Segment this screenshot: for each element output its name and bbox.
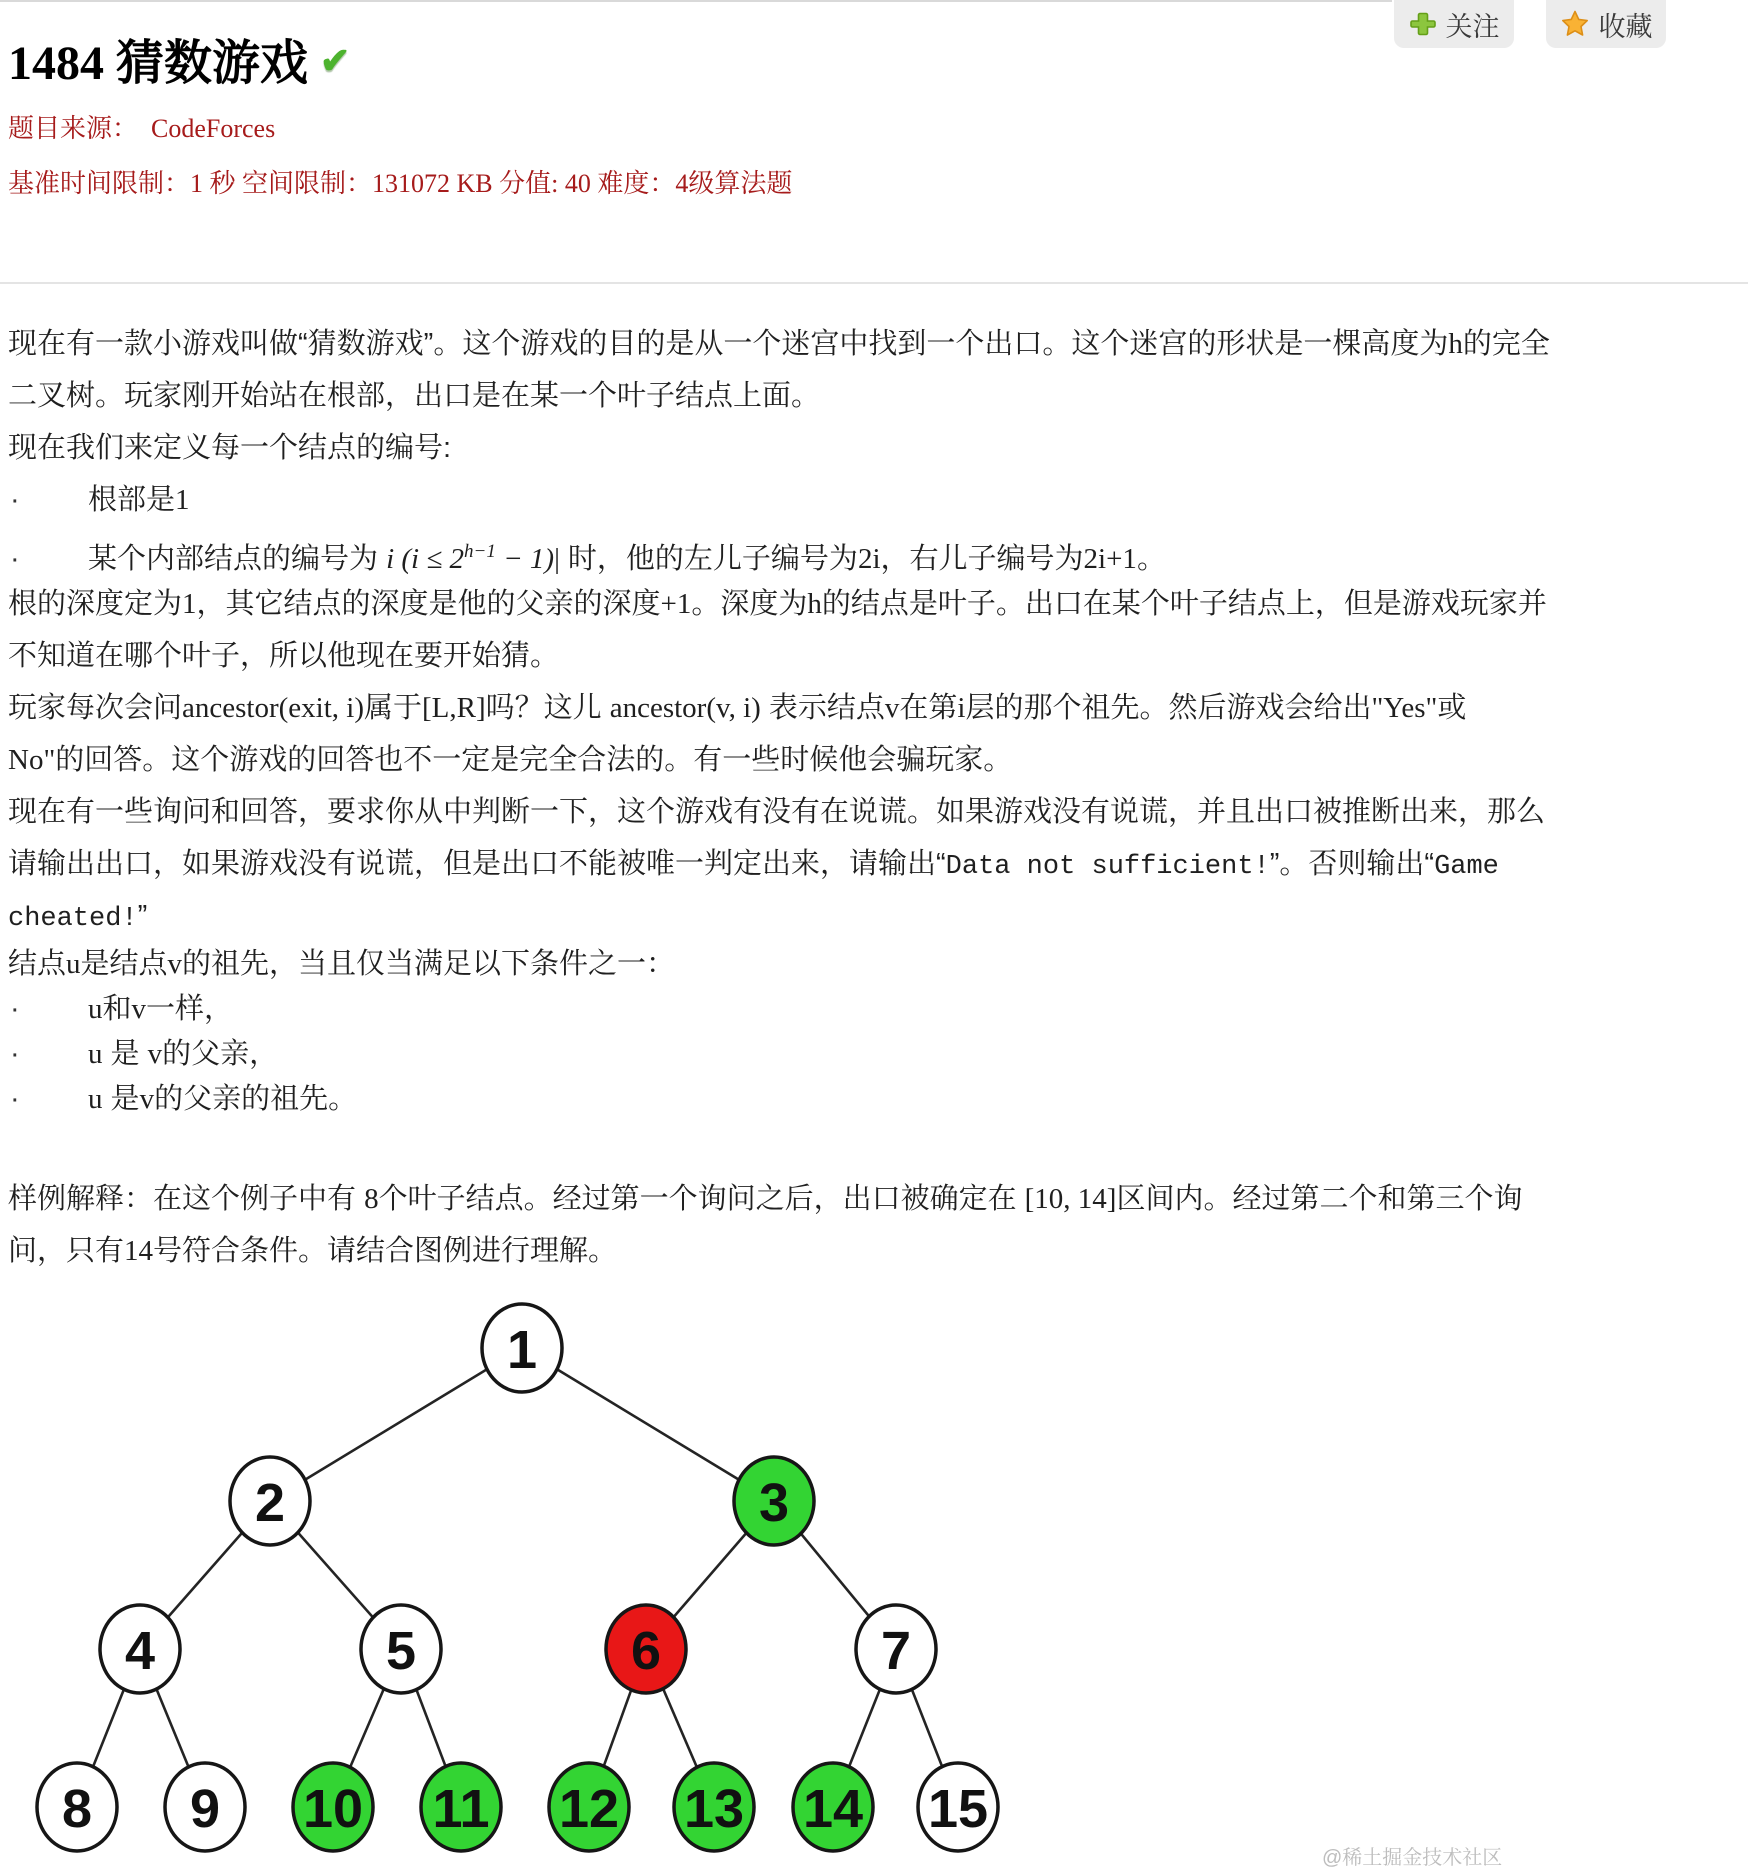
text-segment: 是结点 — [80, 948, 168, 980]
text-segment: 是 — [102, 1038, 148, 1070]
text-segment: 的祖先，当且仅当满足以下条件之一： — [182, 948, 676, 980]
text-segment: 吗？这儿 — [485, 692, 610, 724]
text-segment: 根的深度定为 — [8, 588, 183, 620]
text-segment: i — [957, 692, 966, 724]
tree-node-label-13: 13 — [683, 1779, 745, 1839]
bullet-dot: · — [10, 543, 20, 575]
text-segment: 在第 — [899, 692, 958, 724]
text-segment: 的完全 — [1462, 328, 1550, 360]
text-segment: cheated! — [8, 904, 138, 934]
bullet-dot: · — [10, 484, 20, 516]
text-segment: Game — [1434, 852, 1499, 882]
text-segment: 的父亲的祖先。 — [154, 1083, 358, 1115]
text-segment: 结点 — [8, 948, 67, 980]
top-border-line — [0, 0, 1392, 2]
tree-node-label-1: 1 — [506, 1320, 538, 1380]
text-segment: h — [1448, 328, 1463, 360]
text-line — [8, 890, 1748, 942]
text-segment: 属于 — [364, 692, 423, 724]
tree-node-label-2: 2 — [254, 1473, 286, 1533]
text-segment: ”。否则输出“ — [1269, 848, 1435, 880]
tree-node-label-12: 12 — [558, 1779, 620, 1839]
text-segment: v — [131, 993, 147, 1025]
text-segment: v — [167, 948, 183, 980]
text-line — [8, 838, 1748, 890]
text-segment: i (i ≤ 2 — [386, 543, 464, 575]
text-segment: "Yes" — [1371, 692, 1438, 724]
text-segment: 一样， — [146, 993, 234, 1025]
text-segment: 现在有一款小游戏叫做“猜数游戏”。这个游戏的目的是从一个迷宫中找到一个出口。这个迷宫的形状是一棵高度为 — [8, 328, 1449, 360]
text-segment: 和 — [102, 993, 132, 1025]
text-segment: 号符合条件。请结合图例进行理解。 — [153, 1235, 618, 1267]
text-segment: 区间内。经过第二个和第三个询 — [1116, 1183, 1523, 1215]
text-segment: u — [88, 1038, 103, 1070]
text-segment: 1 — [182, 588, 197, 620]
problem-limits-line: 基准时间限制：1 秒 空间限制：131072 KB 分值: 40 难度：4级算法题 — [8, 169, 793, 198]
text-segment: − 1) — [495, 543, 555, 575]
text-segment: u — [66, 948, 81, 980]
text-segment: 层的那个祖先。然后游戏会给出 — [965, 692, 1372, 724]
text-segment: 时，他的左儿子编号为 — [559, 543, 858, 575]
page-title — [8, 24, 350, 93]
text-segment: 的结点是叶子。出口在某个叶子结点上，但是游戏玩家并 — [821, 588, 1547, 620]
text-segment: 表示结点 — [760, 692, 885, 724]
tree-node-label-7: 7 — [880, 1621, 912, 1681]
text-line — [8, 318, 1748, 370]
tree-node-label-6: 6 — [630, 1621, 662, 1681]
text-line — [8, 987, 1748, 1032]
text-segment: 问，只有 — [8, 1235, 125, 1267]
text-segment: 现在我们来定义每一个结点的编号: — [8, 432, 452, 464]
text-segment: 个叶子结点。经过第一个询问之后，出口被确定在 — [378, 1183, 1025, 1215]
text-segment: ancestor(exit, i) — [182, 692, 364, 724]
text-segment: 根部是 — [88, 484, 176, 516]
text-segment: u — [88, 1083, 103, 1115]
tree-edge-1-2 — [270, 1348, 522, 1501]
tree-node-label-11: 11 — [432, 1779, 490, 1839]
tree-node-label-5: 5 — [385, 1621, 417, 1681]
bullet-dot: · — [10, 1038, 20, 1070]
text-segment: v — [147, 1038, 163, 1070]
text-segment: 现在有一些询问和回答，要求你从中判断一下，这个游戏有没有在说谎。如果游戏没有说谎，并且出口被推断出来，那么 — [8, 796, 1546, 828]
text-segment: 请输出出口，如果游戏没有说谎，但是出口不能被唯一判定出来，请输出“ — [8, 848, 946, 880]
problem-source-line: 题目来源： CodeForces — [8, 114, 276, 143]
tree-node-label-15: 15 — [927, 1779, 989, 1839]
text-segment: h — [807, 588, 822, 620]
text-segment: 玩家每次会问 — [8, 692, 183, 724]
text-line — [8, 1173, 1748, 1225]
bullet-dot: · — [10, 993, 20, 1025]
text-line — [8, 942, 1748, 987]
watermark: @稀土掘金技术社区 — [1322, 1847, 1503, 1869]
tree-node-label-9: 9 — [189, 1779, 221, 1839]
text-segment: | — [554, 543, 560, 575]
text-segment: ，其它结点的深度是他的父亲的深度 — [196, 588, 661, 620]
text-segment: 2i+1 — [1083, 543, 1137, 575]
text-segment: 是 — [102, 1083, 140, 1115]
bullet-dot: · — [10, 1083, 20, 1115]
text-line — [8, 1225, 1748, 1277]
text-line — [8, 734, 1748, 786]
header-divider — [0, 282, 1748, 284]
tree-node-label-8: 8 — [61, 1779, 93, 1839]
favorite-button[interactable] — [1546, 0, 1666, 48]
text-segment: 不知道在哪个叶子，所以他现在要开始猜。 — [8, 640, 560, 672]
follow-button-label: 关注 — [1445, 11, 1500, 42]
text-segment: 1 — [175, 484, 190, 516]
text-segment: u — [88, 993, 103, 1025]
star-icon — [1560, 9, 1590, 39]
text-segment: v — [884, 692, 900, 724]
text-line — [8, 786, 1748, 838]
text-line — [8, 682, 1748, 734]
text-segment: 的回答。这个游戏的回答也不一定是完全合法的。有一些时候他会骗玩家。 — [55, 744, 1013, 776]
text-line — [8, 630, 1748, 682]
text-line — [8, 578, 1748, 630]
problem-title-text: 1484 猜数游戏 — [8, 37, 309, 90]
tree-node-label-3: 3 — [758, 1473, 790, 1533]
text-segment: ” — [137, 900, 148, 932]
text-segment: 。 — [1136, 543, 1166, 575]
text-segment: 2i — [857, 543, 881, 575]
follow-button[interactable] — [1394, 0, 1514, 48]
text-line — [8, 1077, 1748, 1122]
text-segment: 或 — [1437, 692, 1467, 724]
binary-tree-diagram — [0, 1280, 1060, 1870]
text-segment: Data not sufficient! — [945, 852, 1270, 882]
text-segment: [10, 14] — [1024, 1183, 1117, 1215]
text-segment: v — [139, 1083, 155, 1115]
text-segment: No" — [8, 744, 56, 776]
text-line — [8, 474, 1748, 526]
text-line — [8, 1032, 1748, 1077]
text-segment: [L,R] — [422, 692, 486, 724]
tree-node-label-10: 10 — [302, 1779, 364, 1839]
text-segment: 某个内部结点的编号为 — [88, 543, 387, 575]
text-segment: 14 — [124, 1235, 154, 1267]
text-segment: 二叉树。玩家刚开始站在根部，出口是在某一个叶子结点上面。 — [8, 380, 821, 412]
tree-edge-1-3 — [522, 1348, 774, 1501]
tree-figure — [0, 1280, 1060, 1870]
text-segment: +1 — [660, 588, 692, 620]
text-line — [8, 526, 1748, 578]
problem-statement — [8, 318, 1748, 1277]
favorite-button-label: 收藏 — [1598, 11, 1653, 42]
text-segment: ancestor(v, i) — [609, 692, 761, 724]
text-segment: 的父亲， — [162, 1038, 279, 1070]
text-segment: ，右儿子编号为 — [880, 543, 1084, 575]
text-segment: 8 — [364, 1183, 379, 1215]
plus-icon — [1409, 10, 1437, 38]
solved-check-icon: ✔ — [320, 40, 351, 81]
text-line — [8, 422, 1748, 474]
text-line — [8, 370, 1748, 422]
text-segment: h−1 — [464, 541, 496, 562]
tree-node-label-14: 14 — [802, 1779, 864, 1839]
text-segment: 样例解释：在这个例子中有 — [8, 1183, 365, 1215]
tree-node-label-4: 4 — [124, 1621, 156, 1681]
text-segment: 。深度为 — [691, 588, 808, 620]
